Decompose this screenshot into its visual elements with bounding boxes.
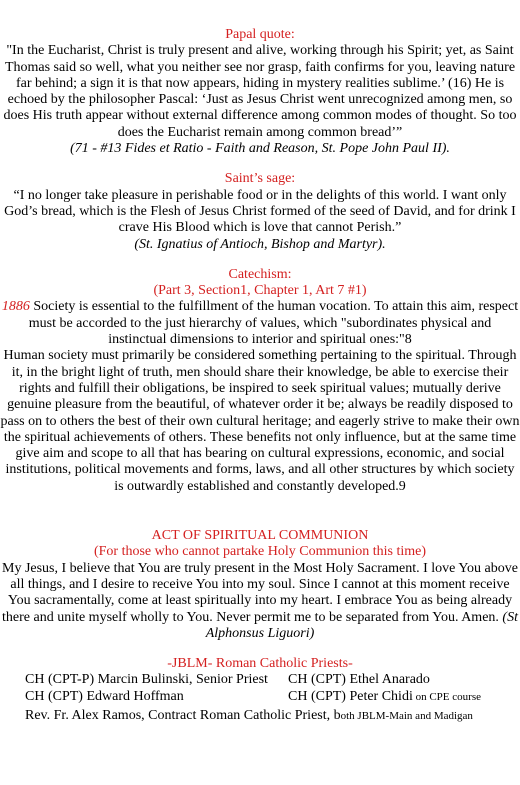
catechism-section <box>0 267 520 495</box>
catechism-number: 1886 <box>1 299 30 315</box>
papal-quote-citation: (71 - #13 Fides et Ratio - Faith and Reason, St. Pope John Paul II). <box>70 141 450 157</box>
catechism-heading: Catechism: <box>228 266 292 282</box>
communion-body: My Jesus, I believe that You are truly present in the Most Holy Sacrament. I love You above all things, and I desire to receive You into my soul. Since I cannot at this moment receive You sacramentally, come at least spiritually into my heart. I embrace You as being already there and unite myself wholly to You. Never permit me to be separated from You. Amen. <box>2 560 518 625</box>
clergy-row2-right-note: on CPE course <box>412 690 481 703</box>
clergy-row1-right: CH (CPT) Ethel Anarado <box>288 672 430 688</box>
catechism-body-2: Human society must primarily be considered something pertaining to the spiritual. Through it, in the bright light of truth, men should share their knowledge, be able to exercise their rights and fulfill their obligations, be inspired to seek spiritual values; mutually derive genuine pleasure from the beautiful, of whatever order it be; always be readily disposed to pass on to others the best of their own cultural heritage; and eagerly strive to make their own the spiritual achievements of others. These benefits not only influence, but at the same time give aim and scope to all that has bearing on cultural expressions, economic, and social institutions, political movements and forms, laws, and all other structures by which society is outwardly established and constantly developed.9 <box>0 348 520 494</box>
catechism-body-1: Society is essential to the fulfillment of the human vocation. To attain this aim, respect must be accorded to the just hierarchy of values, which "subordinates physical and instinctual dimensions to interior and spiritual ones:"8 <box>28 299 519 348</box>
clergy-list <box>0 672 520 724</box>
clergy-row2-left: CH (CPT) Edward Hoffman <box>25 688 184 704</box>
communion-section <box>0 528 520 642</box>
communion-citation: (St Alphonsus Liguori) <box>205 609 518 641</box>
communion-subheading: (For those who cannot partake Holy Communion this time) <box>93 544 427 560</box>
communion-paragraph <box>0 561 520 642</box>
papal-quote-heading: Papal quote: <box>225 27 295 42</box>
communion-heading: ACT OF SPIRITUAL COMMUNION <box>151 528 369 544</box>
clergy-row2-right: CH (CPT) Peter Chidi <box>288 688 413 704</box>
saint-sage-heading: Saint’s sage: <box>224 171 296 187</box>
papal-quote-section <box>0 27 520 157</box>
clergy-rev: Rev. Fr. Alex Ramos, Contract Roman Catholic Priest, b <box>25 707 341 723</box>
clergy-row-2 <box>25 689 520 705</box>
clergy-row2-right-wrap <box>288 689 481 705</box>
papal-quote-body: "In the Eucharist, Christ is truly present and alive, working through his Spirit; yet, as Saint Thomas said so well, what you neither see nor grasp, faith confirms for you, leaving nature far behind; a sign it is that now appears, hiding in mystery realities sublime.’ (16) He is echoed by the philosopher Pascal: ‘Just as Jesus Christ went unrecognized among men, so does His truth appear without external difference among common modes of thought. So too does the Eucharist remain among common bread’” <box>3 43 517 140</box>
saint-sage-citation: (St. Ignatius of Antioch, Bishop and Martyr). <box>134 236 386 252</box>
clergy-row-1 <box>25 672 520 688</box>
clergy-heading: -JBLM- Roman Catholic Priests- <box>167 656 353 672</box>
catechism-subheading: (Part 3, Section1, Chapter 1, Art 7 #1) <box>153 283 367 299</box>
catechism-paragraph-1 <box>0 299 520 348</box>
clergy-row-3 <box>25 708 520 724</box>
clergy-row1-left: CH (CPT-P) Marcin Bulinski, Senior Priest <box>25 672 268 688</box>
clergy-rev-note: oth JBLM-Main and Madigan <box>340 709 473 722</box>
saint-sage-section <box>0 171 520 252</box>
saint-sage-body: “I no longer take pleasure in perishable food or in the delights of this world. I want only God’s bread, which is the Flesh of Jesus Christ formed of the seed of David, and for drink I crave His Blood which is love that cannot Perish.” <box>4 187 516 236</box>
